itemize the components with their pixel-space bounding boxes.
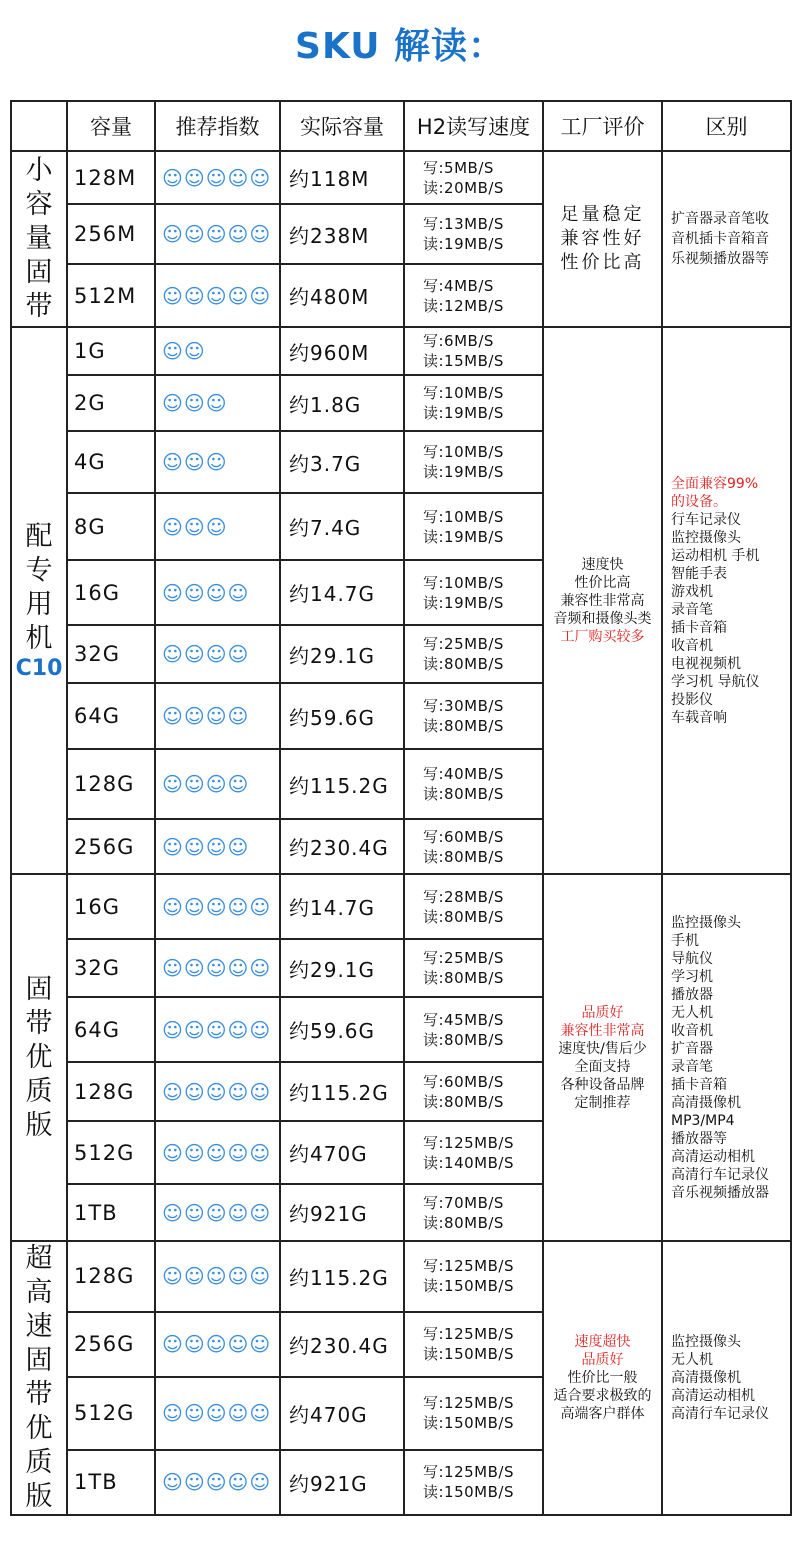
evaluation-text: 速度快 性价比高 兼容性非常高 音频和摄像头类 [553, 556, 652, 627]
speed-cell: 写:125MB/S 读:150MB/S [404, 1450, 543, 1515]
evaluation-text: 速度快/售后少 全面支持 各种设备品牌 定制推荐 [558, 1040, 647, 1111]
speed-cell: 写:10MB/S 读:19MB/S [404, 375, 543, 431]
rating-cell: ☺☺☺☺☺ [155, 997, 280, 1062]
group-label [11, 874, 67, 1241]
rating-cell: ☺☺☺☺☺ [155, 1062, 280, 1121]
speed-cell: 写:60MB/S 读:80MB/S [404, 819, 543, 874]
group-label [11, 151, 67, 327]
rating-cell: ☺☺☺☺☺ [155, 264, 280, 327]
rating-cell: ☺☺☺☺☺ [155, 874, 280, 939]
actual-capacity-cell: 约470G [280, 1377, 404, 1450]
header-group-corner [11, 101, 67, 151]
speed-cell: 写:45MB/S 读:80MB/S [404, 997, 543, 1062]
difference-text: 扩音器录音笔收 音机插卡音箱音 乐视频播放器等 [671, 211, 769, 267]
capacity-cell: 512M [67, 264, 155, 327]
evaluation-cell [543, 874, 662, 1241]
actual-capacity-cell: 约960M [280, 327, 404, 375]
header-rating: 推荐指数 [155, 101, 280, 151]
header-speed: H2读写速度 [404, 101, 543, 151]
capacity-cell: 64G [67, 683, 155, 749]
header-actual-capacity: 实际容量 [280, 101, 404, 151]
capacity-cell: 512G [67, 1121, 155, 1184]
rating-cell: ☺☺ [155, 327, 280, 375]
rating-cell: ☺☺☺☺☺ [155, 1121, 280, 1184]
capacity-cell: 32G [67, 625, 155, 683]
evaluation-cell [543, 1241, 662, 1515]
speed-cell: 写:70MB/S 读:80MB/S [404, 1184, 543, 1241]
rating-cell: ☺☺☺☺☺ [155, 1312, 280, 1377]
speed-cell: 写:28MB/S 读:80MB/S [404, 874, 543, 939]
actual-capacity-cell: 约470G [280, 1121, 404, 1184]
rating-cell: ☺☺☺☺☺ [155, 204, 280, 264]
table-row [11, 151, 791, 204]
rating-cell: ☺☺☺☺ [155, 749, 280, 819]
capacity-cell: 256G [67, 819, 155, 874]
actual-capacity-cell: 约1.8G [280, 375, 404, 431]
group-label [11, 1241, 67, 1515]
group-label [11, 327, 67, 874]
rating-cell: ☺☺☺☺☺ [155, 1184, 280, 1241]
capacity-cell: 1TB [67, 1184, 155, 1241]
difference-text: 监控摄像头 无人机 高清摄像机 高清运动相机 高清行车记录仪 [671, 1334, 769, 1422]
table-row [11, 1241, 791, 1312]
header-evaluation: 工厂评价 [543, 101, 662, 151]
difference-text: 监控摄像头 手机 导航仪 学习机 播放器 无人机 收音机 扩音器 录音笔 插卡音箱 高清摄像机 MP3/MP4 播放器等 高清运动相机 高清行车记录仪 音乐视频播放器 [671, 914, 769, 1201]
speed-cell: 写:13MB/S 读:19MB/S [404, 204, 543, 264]
speed-cell: 写:10MB/S 读:19MB/S [404, 560, 543, 625]
speed-cell: 写:4MB/S 读:12MB/S [404, 264, 543, 327]
actual-capacity-cell: 约115.2G [280, 749, 404, 819]
difference-text: 行车记录仪 监控摄像头 运动相机 手机 智能手表 游戏机 录音笔 插卡音箱 收音机 电视视频机 学习机 导航仪 投影仪 车载音响 [671, 511, 760, 726]
evaluation-text: 足量稳定 兼容性好 性价比高 [560, 204, 645, 273]
capacity-cell: 8G [67, 493, 155, 560]
rating-cell: ☺☺☺ [155, 431, 280, 493]
capacity-cell: 1G [67, 327, 155, 375]
capacity-cell: 512G [67, 1377, 155, 1450]
actual-capacity-cell: 约29.1G [280, 625, 404, 683]
capacity-cell: 2G [67, 375, 155, 431]
actual-capacity-cell: 约3.7G [280, 431, 404, 493]
actual-capacity-cell: 约59.6G [280, 997, 404, 1062]
difference-highlight: 全面兼容99% 的设备。 [671, 475, 759, 510]
header-capacity: 容量 [67, 101, 155, 151]
page-title: SKU 解读： [295, 26, 505, 67]
actual-capacity-cell: 约480M [280, 264, 404, 327]
capacity-cell: 4G [67, 431, 155, 493]
capacity-cell: 128M [67, 151, 155, 204]
group-title: 小 容 量 固 带 [25, 155, 53, 322]
capacity-cell: 128G [67, 1062, 155, 1121]
rating-cell: ☺☺☺☺☺ [155, 1450, 280, 1515]
actual-capacity-cell: 约115.2G [280, 1241, 404, 1312]
speed-cell: 写:25MB/S 读:80MB/S [404, 939, 543, 997]
group-title: 超 高 速 固 带 优 质 版 [25, 1243, 53, 1512]
group-subtitle: C10 [15, 655, 63, 681]
actual-capacity-cell: 约115.2G [280, 1062, 404, 1121]
speed-cell: 写:125MB/S 读:140MB/S [404, 1121, 543, 1184]
table-row [11, 327, 791, 375]
actual-capacity-cell: 约238M [280, 204, 404, 264]
capacity-cell: 256G [67, 1312, 155, 1377]
actual-capacity-cell: 约29.1G [280, 939, 404, 997]
speed-cell: 写:5MB/S 读:20MB/S [404, 151, 543, 204]
table-header [11, 101, 791, 151]
difference-cell [662, 874, 791, 1241]
actual-capacity-cell: 约230.4G [280, 1312, 404, 1377]
speed-cell: 写:30MB/S 读:80MB/S [404, 683, 543, 749]
evaluation-highlight: 品质好 兼容性非常高 [560, 1004, 645, 1039]
speed-cell: 写:10MB/S 读:19MB/S [404, 493, 543, 560]
capacity-cell: 128G [67, 749, 155, 819]
group-title: 固 带 优 质 版 [25, 973, 53, 1141]
rating-cell: ☺☺☺ [155, 493, 280, 560]
capacity-cell: 128G [67, 1241, 155, 1312]
speed-cell: 写:10MB/S 读:19MB/S [404, 431, 543, 493]
actual-capacity-cell: 约921G [280, 1184, 404, 1241]
actual-capacity-cell: 约59.6G [280, 683, 404, 749]
speed-cell: 写:60MB/S 读:80MB/S [404, 1062, 543, 1121]
speed-cell: 写:25MB/S 读:80MB/S [404, 625, 543, 683]
capacity-cell: 16G [67, 560, 155, 625]
rating-cell: ☺☺☺☺ [155, 683, 280, 749]
actual-capacity-cell: 约7.4G [280, 493, 404, 560]
difference-cell [662, 151, 791, 327]
rating-cell: ☺☺☺☺ [155, 560, 280, 625]
capacity-cell: 64G [67, 997, 155, 1062]
header-difference: 区别 [662, 101, 791, 151]
speed-cell: 写:6MB/S 读:15MB/S [404, 327, 543, 375]
difference-cell [662, 1241, 791, 1515]
difference-cell [662, 327, 791, 874]
actual-capacity-cell: 约230.4G [280, 819, 404, 874]
rating-cell: ☺☺☺☺ [155, 819, 280, 874]
rating-cell: ☺☺☺☺ [155, 625, 280, 683]
table-body [11, 151, 791, 1515]
rating-cell: ☺☺☺☺☺ [155, 1377, 280, 1450]
capacity-cell: 16G [67, 874, 155, 939]
rating-cell: ☺☺☺ [155, 375, 280, 431]
capacity-cell: 1TB [67, 1450, 155, 1515]
group-title: 配 专 用 机 [25, 520, 53, 654]
evaluation-text: 性价比一般 适合要求极致的 高端客户群体 [553, 1370, 652, 1422]
evaluation-highlight: 速度超快 品质好 [574, 1334, 631, 1368]
speed-cell: 写:125MB/S 读:150MB/S [404, 1241, 543, 1312]
actual-capacity-cell: 约118M [280, 151, 404, 204]
evaluation-highlight: 工厂购买较多 [560, 628, 645, 645]
speed-cell: 写:125MB/S 读:150MB/S [404, 1312, 543, 1377]
capacity-cell: 256M [67, 204, 155, 264]
actual-capacity-cell: 约14.7G [280, 560, 404, 625]
rating-cell: ☺☺☺☺☺ [155, 151, 280, 204]
sku-table [10, 100, 792, 1516]
table-row [11, 874, 791, 939]
actual-capacity-cell: 约921G [280, 1450, 404, 1515]
rating-cell: ☺☺☺☺☺ [155, 1241, 280, 1312]
actual-capacity-cell: 约14.7G [280, 874, 404, 939]
speed-cell: 写:40MB/S 读:80MB/S [404, 749, 543, 819]
capacity-cell: 32G [67, 939, 155, 997]
rating-cell: ☺☺☺☺☺ [155, 939, 280, 997]
speed-cell: 写:125MB/S 读:150MB/S [404, 1377, 543, 1450]
evaluation-cell [543, 151, 662, 327]
evaluation-cell [543, 327, 662, 874]
